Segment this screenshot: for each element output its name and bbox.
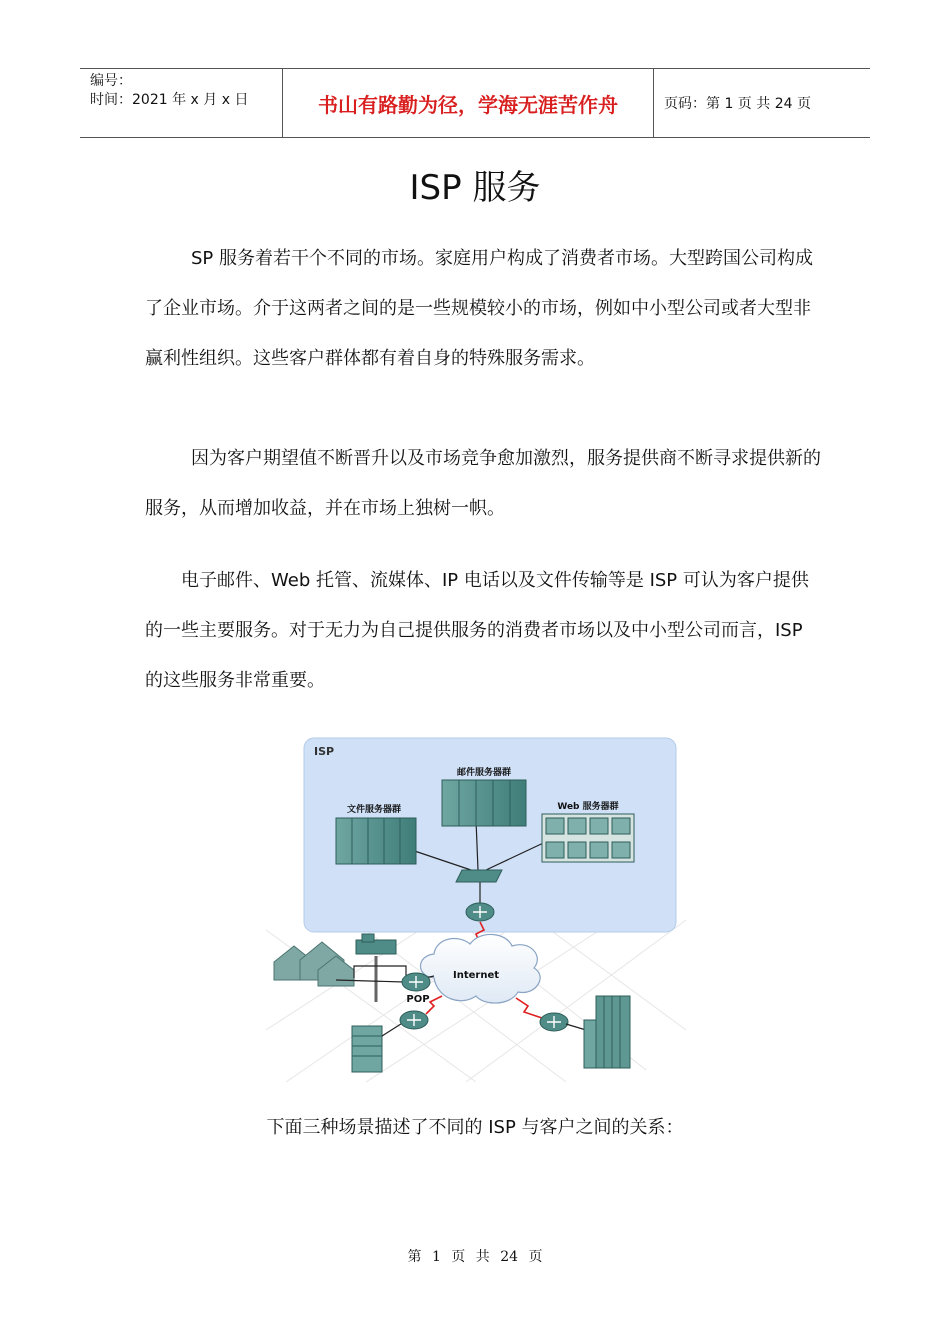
web-servers-label: Web 服务器群 xyxy=(557,802,619,812)
paragraph-2-text: 因为客户期望值不断晋升以及市场竞争愈加激烈，服务提供商不断寻求提供新的服务，从而增加收益，并在市场上独树一帜。 xyxy=(145,448,821,519)
document-header xyxy=(80,68,870,138)
header-page-info: 页码：第 1 页 共 24 页 xyxy=(664,96,811,112)
mail-servers-label: 邮件服务器群 xyxy=(456,768,512,778)
serial-link-enterprise xyxy=(516,998,542,1018)
file-servers-label: 文件服务器群 xyxy=(346,805,402,815)
header-meta xyxy=(80,69,282,137)
header-motto: 书山有路勤为径，学海无涯苦作舟 xyxy=(282,69,654,137)
internet-label: Internet xyxy=(452,970,500,981)
paragraph-1 xyxy=(145,234,825,384)
internet-cloud-icon xyxy=(421,934,541,1003)
mail-server-rack xyxy=(442,780,526,826)
phone-icon xyxy=(356,934,396,954)
figure-caption: 下面三种场景描述了不同的 ISP 与客户之间的关系： xyxy=(266,1117,684,1138)
switch-icon xyxy=(456,870,502,882)
enterprise-building-icon xyxy=(584,996,630,1068)
enterprise-link xyxy=(566,1024,586,1030)
file-server-rack xyxy=(336,818,416,864)
web-server-rack xyxy=(542,814,634,862)
small-office-link xyxy=(382,1022,404,1036)
paragraph-3-text: 电子邮件、Web 托管、流媒体、IP 电话以及文件传输等是 ISP 可认为客户提供的一些主要服务。对于无力为自己提供服务的消费者市场以及中小型公司而言，ISP 的这些服务非常重要。 xyxy=(145,570,809,691)
number-label: 编号： xyxy=(90,73,132,89)
isp-network-diagram xyxy=(266,730,686,1082)
page-title: ISP 服务 xyxy=(409,168,541,208)
isp-label: ISP xyxy=(314,745,335,758)
pop-router-icon xyxy=(402,973,430,991)
small-office-router-icon xyxy=(400,1011,428,1029)
date-line: 时间：2021 年 x 月 x 日 xyxy=(90,92,249,108)
small-building-icon xyxy=(352,1026,382,1072)
page-footer: 第 1 页 共 24 页 xyxy=(407,1249,543,1265)
paragraph-1-text: SP 服务着若干个不同的市场。家庭用户构成了消费者市场。大型跨国公司构成了企业市场。介于这两者之间的是一些规模较小的市场，例如中小型公司或者大型非赢利性组织。这些客户群体都有着自身的特殊服务需求。 xyxy=(145,248,813,369)
isp-router-icon xyxy=(466,903,494,921)
paragraph-2 xyxy=(145,434,825,534)
pop-label: POP xyxy=(406,994,430,1005)
houses-icon xyxy=(274,942,354,986)
paragraph-3 xyxy=(145,556,825,706)
enterprise-router-icon xyxy=(540,1013,568,1031)
